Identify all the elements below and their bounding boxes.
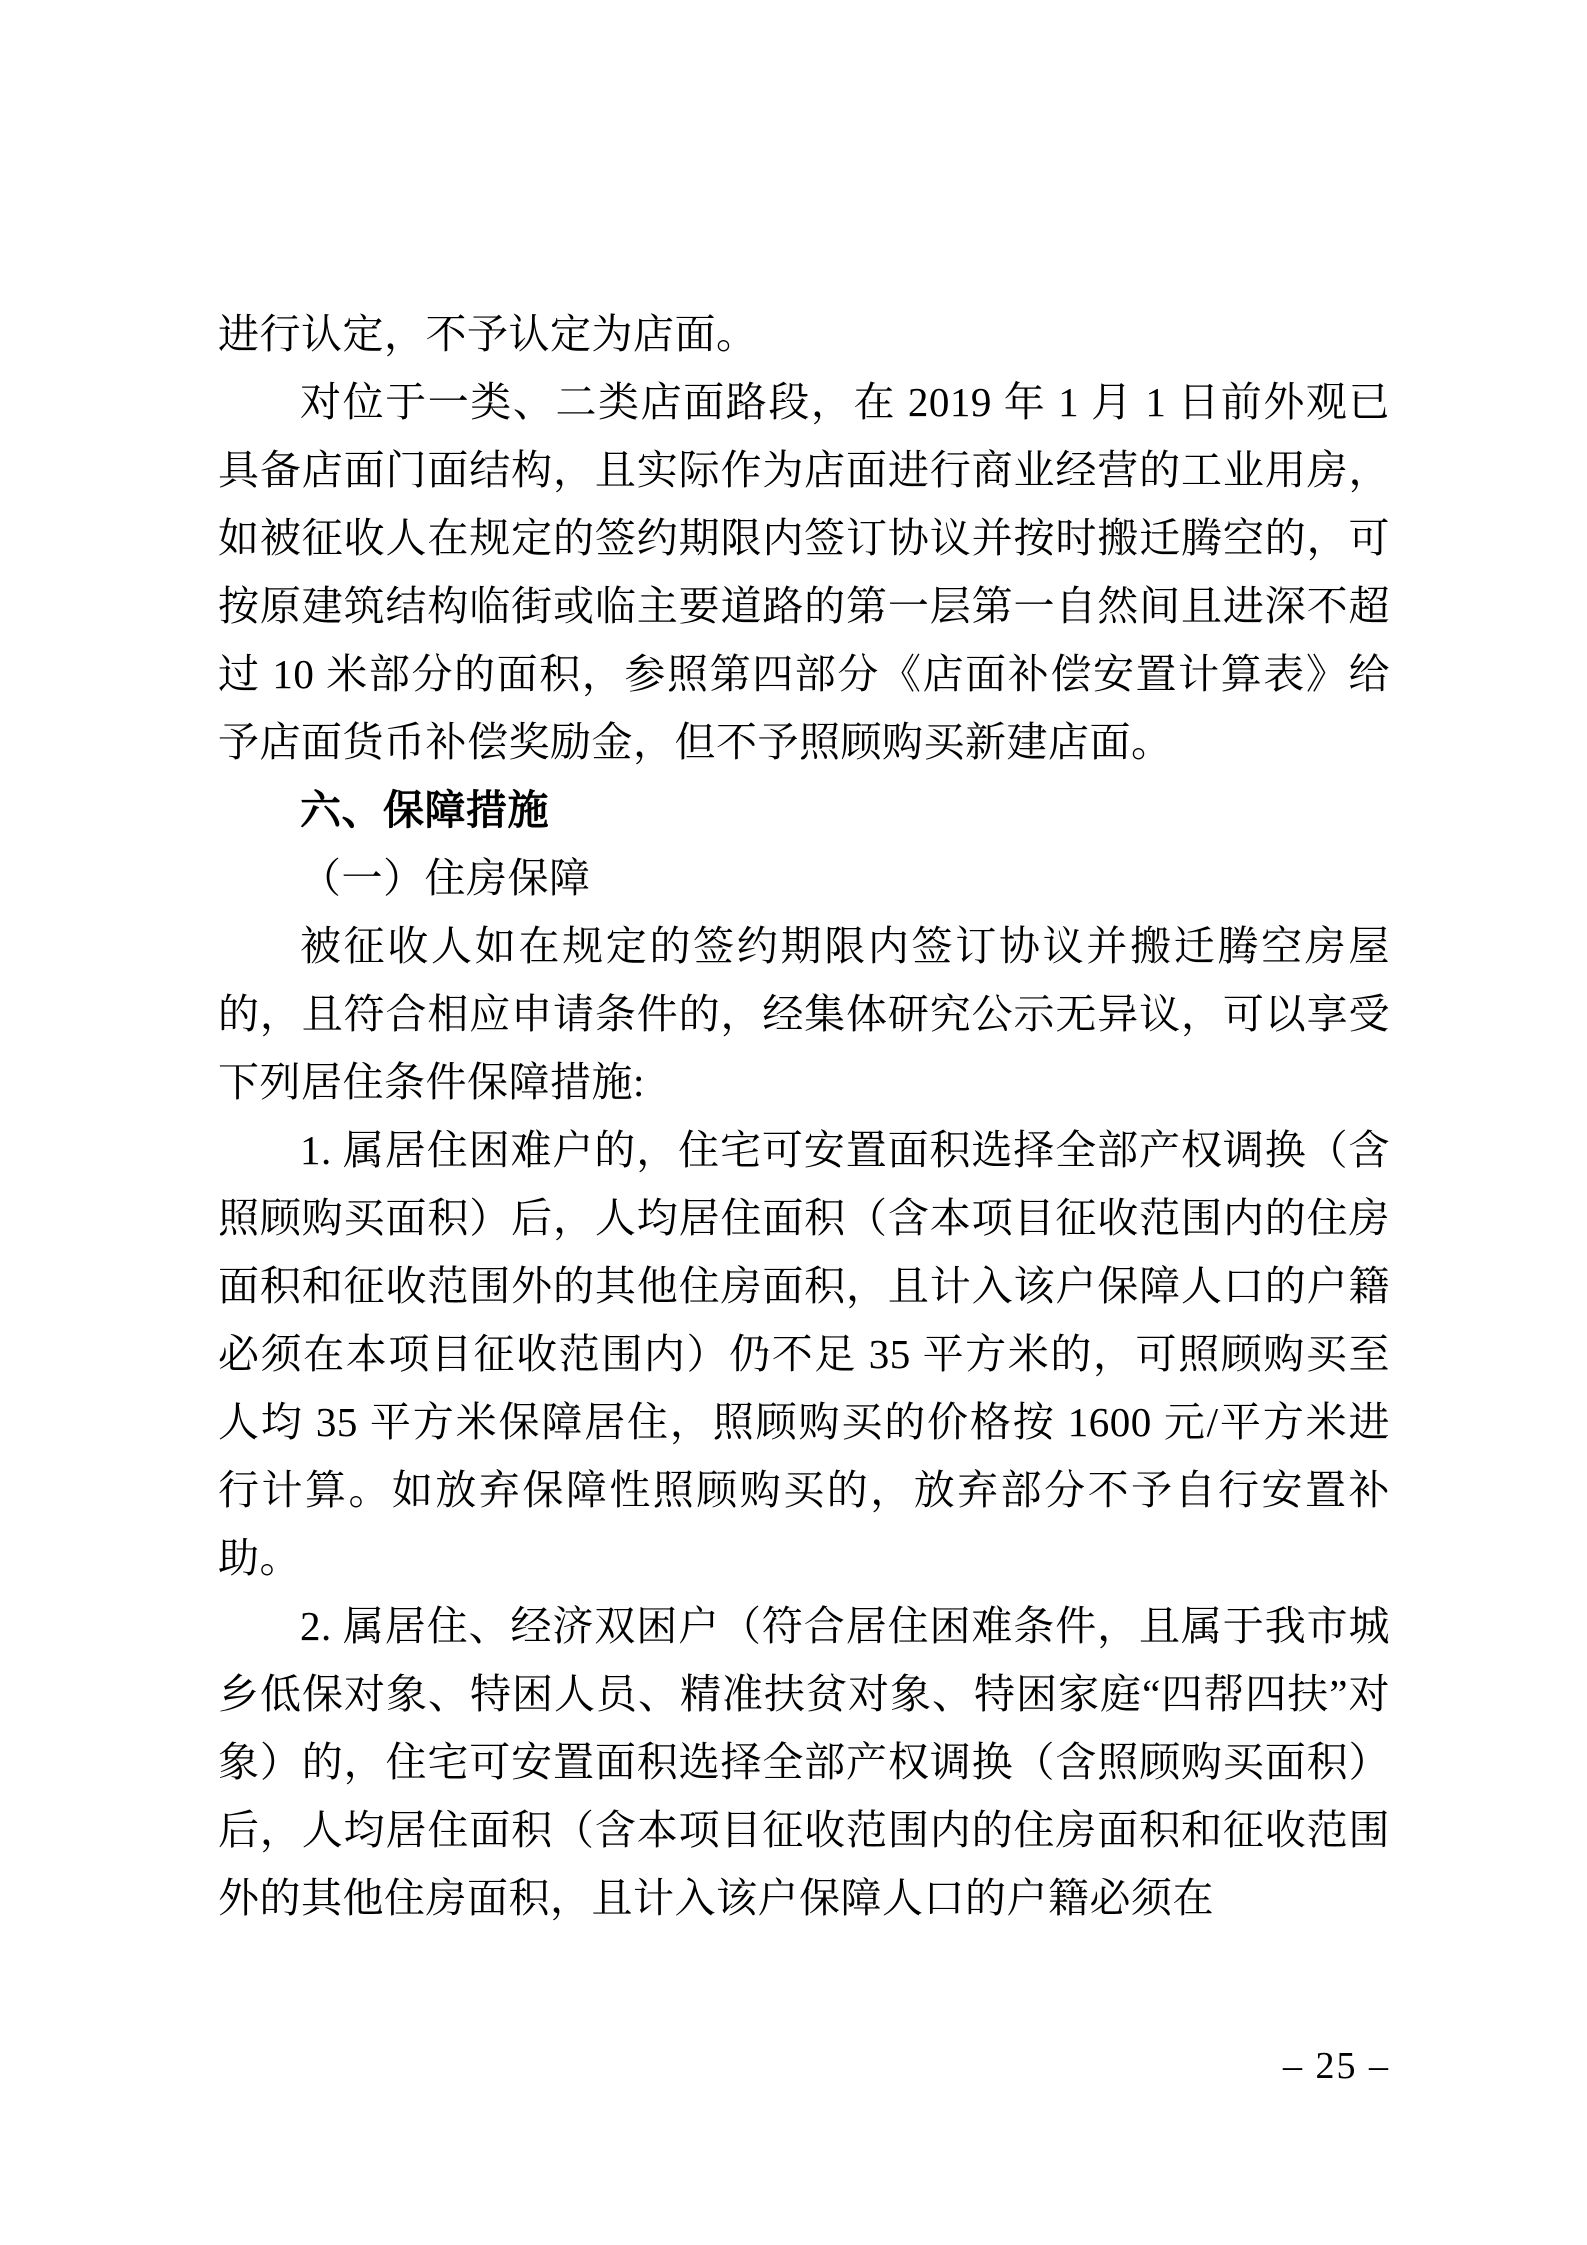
paragraph-continuation: 进行认定，不予认定为店面。 [218,311,758,357]
section-heading-six: 六、保障措施 [300,787,549,833]
text-block [218,300,1390,1932]
paragraph-item-2-double-difficulty: 2. 属居住、经济双困户（符合居住困难条件，且属于我市城乡低保对象、特困人员、精准扶贫对象、特困家庭“四帮四扶”对象）的，住宅可安置面积选择全部产权调换（含照顾购买面积）后，人均居住面积（含本项目征收范围内的住房面积和征收范围外的其他住房面积，且计入该户保障人口的户籍必须在 [218,1603,1390,1921]
page-number: – 25 – [1283,2045,1390,2087]
paragraph-shopfront-policy: 对位于一类、二类店面路段，在 2019 年 1 月 1 日前外观已具备店面门面结构，且实际作为店面进行商业经营的工业用房，如被征收人在规定的签约期限内签订协议并按时搬迁腾空的，可按原建筑结构临街或临主要道路的第一层第一自然间且进深不超过 10 米部分的面积，参照第四部分《店面补偿安置计算表》给予店面货币补偿奖励金，但不予照顾购买新建店面。 [218,379,1390,765]
paragraph-item-1-housing-difficulty: 1. 属居住困难户的，住宅可安置面积选择全部产权调换（含照顾购买面积）后，人均居住面积（含本项目征收范围内的住房面积和征收范围外的其他住房面积，且计入该户保障人口的户籍必须在本项目征收范围内）仍不足 35 平方米的，可照顾购买至人均 35 平方米保障居住，照顾购买的价格按 1600 元/平方米进行计算。如放弃保障性照顾购买的，放弃部分不予自行安置补助。 [218,1127,1390,1581]
subsection-heading-housing-guarantee: （一）住房保障 [300,855,591,901]
paragraph-guarantee-intro: 被征收人如在规定的签约期限内签订协议并搬迁腾空房屋的，且符合相应申请条件的，经集体研究公示无异议，可以享受下列居住条件保障措施: [218,923,1390,1105]
